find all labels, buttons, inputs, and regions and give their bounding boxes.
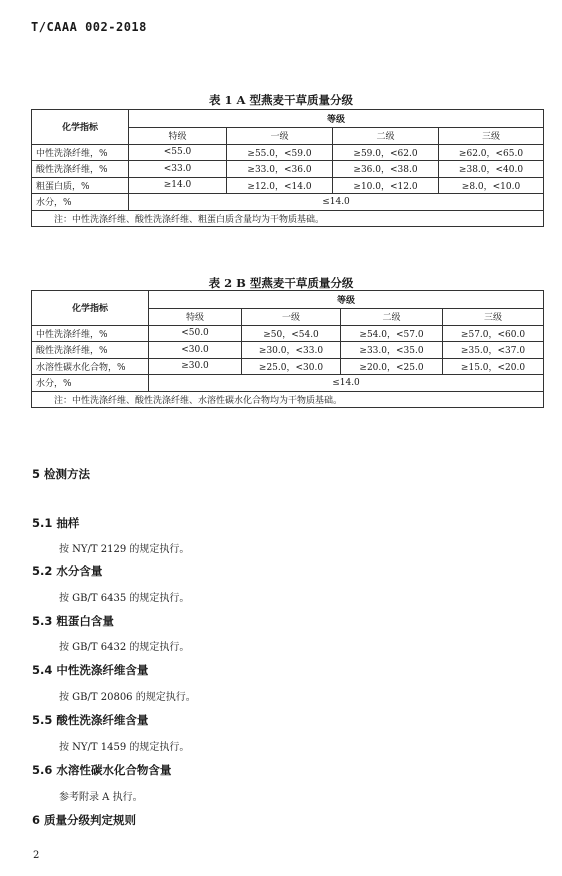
table1-grade: 特级 [129,128,227,145]
row-label: 粗蛋白质，% [32,177,129,194]
cell: <30.0 [149,342,242,359]
cell: ≥33.0，<36.0 [227,161,333,178]
table-row [32,161,544,178]
cell: ≥14.0 [129,177,227,194]
cell: ≥55.0，<59.0 [227,144,333,161]
table2-head-grade: 等级 [149,291,544,309]
table-row [32,325,544,342]
cell: ≥35.0，<37.0 [443,342,544,359]
table1-caption: 表 1 A 型燕麦干草质量分级 [209,93,353,107]
section-5-4-text: 按 GB/T 20806 的规定执行。 [59,692,196,703]
section-5-6-heading: 5.6 水溶性碳水化合物含量 [32,763,172,777]
cell: ≥25.0，<30.0 [242,358,341,375]
cell: ≥50，<54.0 [242,325,341,342]
table2-grade: 三级 [443,309,544,326]
cell: ≥10.0，<12.0 [333,177,439,194]
table-row [32,177,544,194]
section-6-heading: 6 质量分级判定规则 [32,813,137,827]
moisture-label: 水分，% [32,375,149,392]
table2-note: 注：中性洗涤纤维、酸性洗涤纤维、水溶性碳水化合物均为干物质基础。 [32,391,544,408]
table-row [32,358,544,375]
table2-grade: 一级 [242,309,341,326]
row-label: 中性洗涤纤维，% [32,144,129,161]
moisture-value: ≤14.0 [149,375,544,392]
cell: ≥12.0，<14.0 [227,177,333,194]
cell: <55.0 [129,144,227,161]
table1-grade: 一级 [227,128,333,145]
table-row [32,342,544,359]
table1-head-indicator: 化学指标 [32,110,129,145]
table1-grade: 二级 [333,128,439,145]
cell: ≥62.0，<65.0 [439,144,544,161]
moisture-value: ≤14.0 [129,194,544,211]
cell: ≥15.0，<20.0 [443,358,544,375]
table2-grade: 特级 [149,309,242,326]
cell: ≥30.0 [149,358,242,375]
cell: <50.0 [149,325,242,342]
standard-code: T/CAAA 002-2018 [31,20,147,34]
row-label: 中性洗涤纤维，% [32,325,149,342]
cell: ≥38.0，<40.0 [439,161,544,178]
section-5-4-heading: 5.4 中性洗涤纤维含量 [32,663,149,677]
moisture-label: 水分，% [32,194,129,211]
section-5-6-text: 参考附录 A 执行。 [59,792,143,803]
row-label: 酸性洗涤纤维，% [32,342,149,359]
section-5-3-text: 按 GB/T 6432 的规定执行。 [59,642,190,653]
page-number: 2 [33,850,40,861]
section-5-2-heading: 5.2 水分含量 [32,564,103,578]
section-5-5-heading: 5.5 酸性洗涤纤维含量 [32,713,149,727]
cell: ≥8.0，<10.0 [439,177,544,194]
table1 [31,109,544,227]
table1-note: 注：中性洗涤纤维、酸性洗涤纤维、粗蛋白质含量均为干物质基础。 [32,210,544,227]
table2-grade: 二级 [341,309,443,326]
table1-head-grade: 等级 [129,110,544,128]
cell: ≥54.0，<57.0 [341,325,443,342]
section-5-1-text: 按 NY/T 2129 的规定执行。 [59,544,190,555]
table2-head-indicator: 化学指标 [32,291,149,326]
section-5-5-text: 按 NY/T 1459 的规定执行。 [59,742,190,753]
table-row [32,194,544,211]
table2 [31,290,544,408]
table2-caption: 表 2 B 型燕麦干草质量分级 [208,276,354,290]
table-row [32,375,544,392]
cell: ≥30.0，<33.0 [242,342,341,359]
row-label: 水溶性碳水化合物，% [32,358,149,375]
row-label: 酸性洗涤纤维，% [32,161,129,178]
section-5-2-text: 按 GB/T 6435 的规定执行。 [59,593,190,604]
cell: <33.0 [129,161,227,178]
cell: ≥20.0，<25.0 [341,358,443,375]
cell: ≥36.0，<38.0 [333,161,439,178]
table1-grade: 三级 [439,128,544,145]
table-row [32,144,544,161]
section-5-1-heading: 5.1 抽样 [32,516,80,530]
section-5-heading: 5 检测方法 [32,467,91,481]
section-5-3-heading: 5.3 粗蛋白含量 [32,614,114,628]
cell: ≥57.0，<60.0 [443,325,544,342]
cell: ≥33.0，<35.0 [341,342,443,359]
cell: ≥59.0，<62.0 [333,144,439,161]
